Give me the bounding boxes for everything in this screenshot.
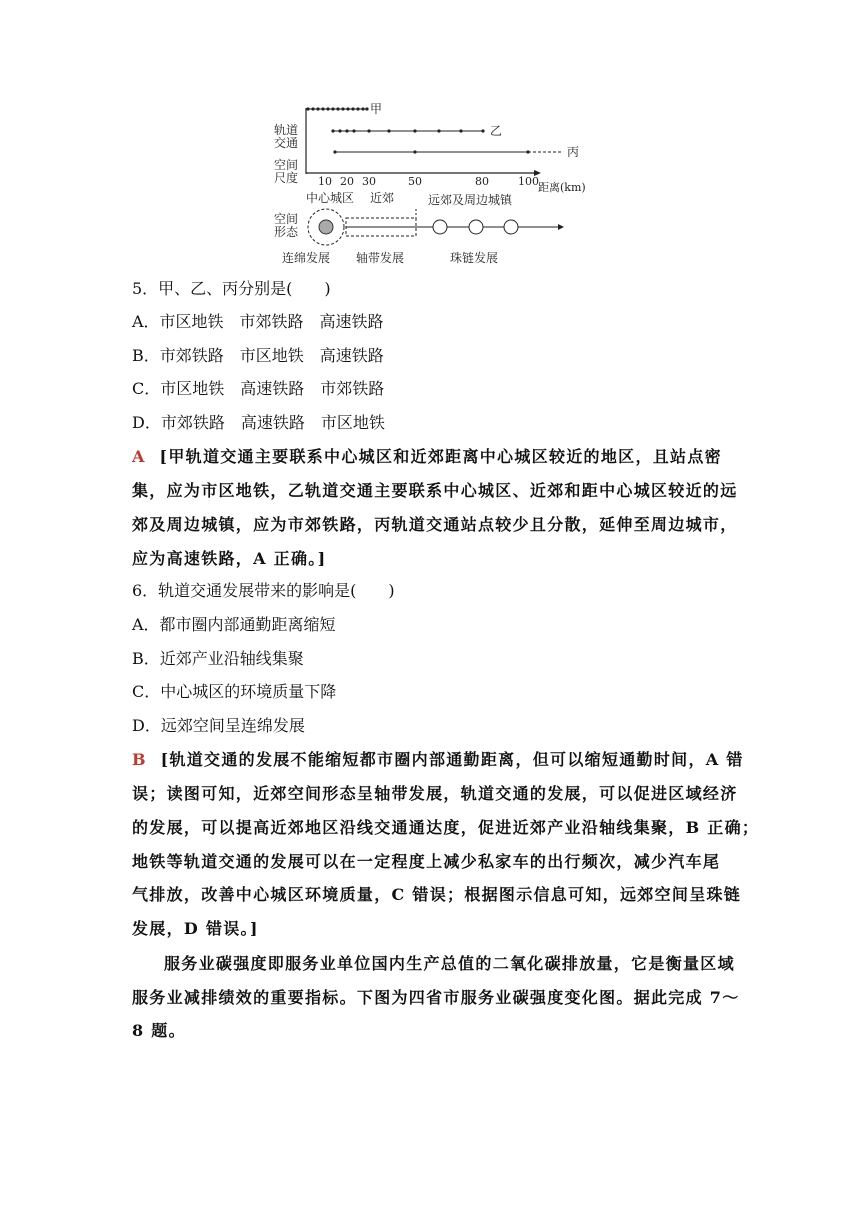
q5-explanation-3: 郊及周边城镇，应为市郊铁路，丙轨道交通站点较少且分散，延伸至周边城市，: [132, 515, 738, 534]
tick-80: 80: [475, 175, 489, 188]
bead-3: [504, 220, 518, 234]
q5-explanation-2: 集，应为市区地铁，乙轨道交通主要联系中心城区、近郊和距中心城区较近的远: [132, 481, 738, 500]
label-yi: 乙: [490, 124, 503, 138]
label-jia: 甲: [370, 102, 383, 116]
q5-explanation-4: 应为高速铁路，A 正确。]: [132, 549, 327, 568]
center-circle: [319, 220, 333, 234]
q6-option-b: B．近郊产业沿轴线集聚: [132, 649, 304, 668]
q5-answer-letter: A: [132, 447, 146, 466]
bead-1: [433, 220, 447, 234]
tick-100: 100: [518, 175, 539, 188]
q5-option-a: A．市区地铁 市郊铁路 高速铁路: [132, 312, 384, 331]
q6-answer-letter: B: [132, 750, 147, 769]
label-rail-1: 轨道: [274, 123, 299, 137]
label-space-2: 尺度: [274, 171, 299, 185]
q6-option-a: A．都市圈内部通勤距离缩短: [132, 615, 336, 634]
q5-stem: 5．甲、乙、丙分别是( ): [132, 279, 331, 298]
zone-near: 近郊: [370, 191, 395, 205]
q6-stem: 6．轨道交通发展带来的影响是( ): [132, 581, 395, 600]
q6-explanation-2: 误；读图可知，近郊空间形态呈轴带发展，轨道交通的发展，可以促进区域经济: [132, 784, 738, 803]
label-space-1: 空间: [274, 158, 299, 172]
q6-explanation-3: 的发展，可以提高近郊地区沿线交通通达度，促进近郊产业沿轴线集聚，B 正确；: [132, 818, 760, 837]
axis-unit: 距离(km): [538, 181, 586, 194]
q6-explanation-5: 气排放，改善中心城区环境质量，C 错误；根据图示信息可知，远郊空间呈珠链: [132, 885, 742, 904]
label-bing: 丙: [567, 145, 580, 159]
intro-line-2: 服务业减排绩效的重要指标。下图为四省市服务业碳强度变化图。据此完成 7～: [132, 988, 740, 1007]
zone-far: 远郊及周边城镇: [428, 193, 513, 207]
pattern-axial: 轴带发展: [356, 251, 405, 265]
tick-50: 50: [408, 175, 422, 188]
zone-center: 中心城区: [306, 191, 355, 205]
intro-line-3: 8 题。: [132, 1021, 186, 1040]
q6-option-d: D．远郊空间呈连绵发展: [132, 716, 305, 735]
label-rail-2: 交通: [274, 136, 299, 150]
q5-option-d: D．市郊铁路 高速铁路 市区地铁: [132, 413, 385, 432]
pattern-beads: 珠链发展: [450, 251, 499, 265]
bead-2: [469, 220, 483, 234]
intro-line-1: 服务业碳强度即服务业单位国内生产总值的二氧化碳排放量，它是衡量区域: [164, 954, 735, 973]
tick-10: 10: [318, 175, 332, 188]
rail-transit-diagram: [266, 96, 606, 274]
q5-option-c: C．市区地铁 高速铁路 市郊铁路: [132, 379, 385, 398]
pattern-continuous: 连绵发展: [282, 251, 331, 265]
q5-exp-text-1: [甲轨道交通主要联系中心城区和近郊距离中心城区较近的地区，且站点密: [159, 447, 722, 466]
label-form-2: 形态: [274, 225, 299, 239]
tick-20: 20: [340, 175, 354, 188]
q6-exp-text-1: [轨道交通的发展不能缩短都市圈内部通勤距离，但可以缩短通勤时间，A 错: [160, 750, 744, 769]
label-form-1: 空间: [274, 212, 299, 226]
q6-option-c: C．中心城区的环境质量下降: [132, 682, 337, 701]
q5-explanation-1: [132, 446, 732, 468]
q6-explanation-4: 地铁等轨道交通的发展可以在一定程度上减少私家车的出行频次，减少汽车尾: [132, 852, 721, 871]
tick-30: 30: [362, 175, 376, 188]
q6-explanation-6: 发展，D 错误。]: [132, 919, 259, 938]
q5-option-b: B．市郊铁路 市区地铁 高速铁路: [132, 346, 384, 365]
q6-explanation-1: [132, 749, 744, 771]
